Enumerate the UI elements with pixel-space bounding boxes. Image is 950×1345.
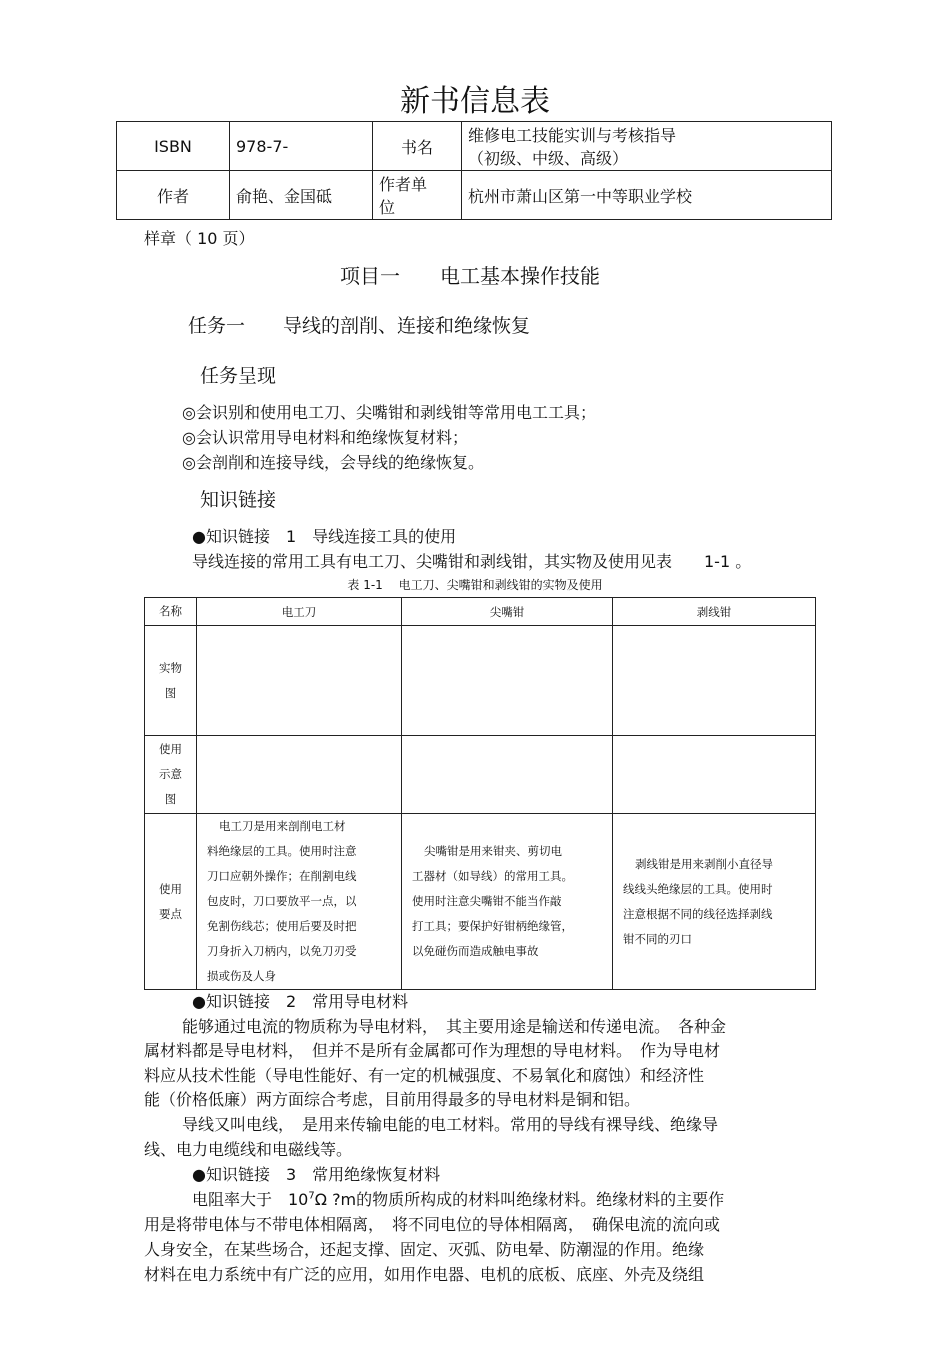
row-diagram-label [145, 736, 197, 814]
table-caption: 表 1-1 电工刀、尖嘴钳和剥线钳的实物及使用 [347, 578, 603, 592]
section-knowledge-heading: 知识链接 [200, 489, 277, 511]
bookname-line1: 维修电工技能实训与考核指导 [468, 126, 677, 145]
link2-line: 能够通过电流的物质称为导电材料， 其主要用途是输送和传递电流。 各种金 [182, 1017, 727, 1036]
knife-points-line: 刀口应朝外操作；在削割电线 [207, 869, 357, 883]
link3-line: 人身安全，在某些场合，还起支撑、固定、灭弧、防电晕、防潮湿的作用。绝缘 [144, 1240, 705, 1259]
unit-value: 杭州市萧山区第一中等职业学校 [462, 171, 832, 220]
link2-line: 导线又叫电线， 是用来传输电能的电工材料。常用的导线有裸导线、绝缘导 [182, 1115, 719, 1134]
goal-item: ◎会认识常用导电材料和绝缘恢复材料； [182, 428, 468, 447]
knife-points-line: 料绝缘层的工具。使用时注意 [207, 844, 357, 858]
row-points-label-line: 要点 [159, 906, 182, 921]
header-stripper: 剥线钳 [613, 598, 816, 626]
link2-title: ●知识链接 2 常用导电材料 [192, 992, 409, 1011]
link3-line-first [192, 1187, 724, 1210]
link3-line1-pre: 电阻率大于 10 [192, 1190, 309, 1209]
header-knife: 电工刀 [197, 598, 402, 626]
stripper-points-line: 注意根据不同的线径选择剥线 [623, 906, 773, 921]
unit-label-line2: 位 [379, 198, 396, 217]
unit-label [373, 171, 462, 220]
knife-points-line: 电工刀是用来剖削电工材 [219, 819, 346, 833]
link3-line: 用是将带电体与不带电体相隔离， 将不同电位的导体相隔离， 确保电流的流向或 [144, 1215, 721, 1234]
row-photo-label [145, 626, 197, 736]
row-diagram-label-line: 示意 [159, 767, 182, 781]
task-title: 任务一 导线的剖削、连接和绝缘恢复 [188, 315, 531, 337]
pliers-points-line: 使用时注意尖嘴钳不能当作敲 [412, 894, 562, 908]
goal-item: ◎会剖削和连接导线，会导线的绝缘恢复。 [182, 453, 484, 472]
stripper-points-line: 钳不同的刃口 [623, 931, 692, 946]
knife-diagram-cell [197, 736, 402, 814]
bookname-line2: （初级、中级、高级） [468, 149, 629, 168]
link2-line: 料应从技术性能（导电性能好、有一定的机械强度、不易氧化和腐蚀）和经济性 [144, 1066, 705, 1085]
knife-points-line: 刀身折入刀柄内，以免刀刃受 [207, 944, 357, 958]
knife-points-line: 免割伤线芯；使用后要及时把 [207, 919, 357, 933]
pliers-points-line: 打工具；要保护好钳柄绝缘管， [412, 919, 573, 933]
stripper-points-cell [613, 814, 816, 990]
link2-line: 能（价格低廉）两方面综合考虑，目前用得最多的导电材料是铜和铝。 [144, 1090, 641, 1109]
bookname-value [462, 122, 832, 171]
row-diagram-label-line: 使用 [159, 742, 182, 756]
header-name: 名称 [145, 598, 197, 626]
link3-title: ●知识链接 3 常用绝缘恢复材料 [192, 1165, 441, 1184]
link2-line: 属材料都是导电材料， 但并不是所有金属都可作为理想的导电材料。 作为导电材 [144, 1041, 721, 1060]
pliers-photo-cell [402, 626, 613, 736]
knife-photo-cell [197, 626, 402, 736]
pliers-points-line: 以免碰伤而造成触电事故 [412, 944, 539, 958]
row-photo-label-line: 图 [164, 685, 177, 700]
link3-line: 材料在电力系统中有广泛的应用，如用作电器、电机的底板、底座、外壳及绕组 [144, 1265, 705, 1284]
sample-note: 样章（ 10 页） [144, 229, 255, 248]
bookname-label: 书名 [373, 122, 462, 171]
link3-line1-post: Ω ?m的物质所构成的材料叫绝缘材料。绝缘材料的主要作 [314, 1190, 725, 1209]
pliers-points-cell [402, 814, 613, 990]
stripper-photo-cell [613, 626, 816, 736]
unit-label-line1: 作者单 [379, 175, 428, 194]
section-task-heading: 任务呈现 [200, 365, 277, 387]
stripper-diagram-cell [613, 736, 816, 814]
row-diagram-label-line: 图 [164, 792, 177, 806]
header-pliers: 尖嘴钳 [402, 598, 613, 626]
link1-title: ●知识链接 1 导线连接工具的使用 [192, 527, 457, 546]
row-photo-label-line: 实物 [159, 660, 182, 675]
stripper-points-line: 线线头绝缘层的工具。使用时 [623, 881, 773, 896]
book-info-table [116, 121, 832, 220]
page-title: 新书信息表 [400, 84, 550, 119]
pliers-points-line: 尖嘴钳是用来钳夹、剪切电 [424, 844, 562, 858]
knife-points-line: 包皮时，刀口要放平一点，以 [207, 894, 357, 908]
project-title: 项目一 电工基本操作技能 [340, 264, 600, 288]
row-points-label-line: 使用 [159, 881, 182, 896]
author-value: 俞艳、金国砥 [230, 171, 373, 220]
knife-points-cell [197, 814, 402, 990]
pliers-points-line: 工器材（如导线）的常用工具。 [412, 869, 573, 883]
link2-line: 线、电力电缆线和电磁线等。 [144, 1140, 353, 1159]
knife-points-line: 损或伤及人身 [207, 969, 276, 983]
row-points-label [145, 814, 197, 990]
tools-table [144, 597, 816, 990]
stripper-points-line: 剥线钳是用来剥削小直径导 [635, 856, 773, 871]
exponent: 7 [308, 1190, 315, 1202]
goal-item: ◎会识别和使用电工刀、尖嘴钳和剥线钳等常用电工工具； [182, 403, 596, 422]
link1-text: 导线连接的常用工具有电工刀、尖嘴钳和剥线钳，其实物及使用见表 1-1 。 [192, 552, 752, 571]
isbn-value: 978-7- [230, 122, 373, 171]
pliers-diagram-cell [402, 736, 613, 814]
author-label: 作者 [117, 171, 230, 220]
isbn-label: ISBN [117, 122, 230, 171]
